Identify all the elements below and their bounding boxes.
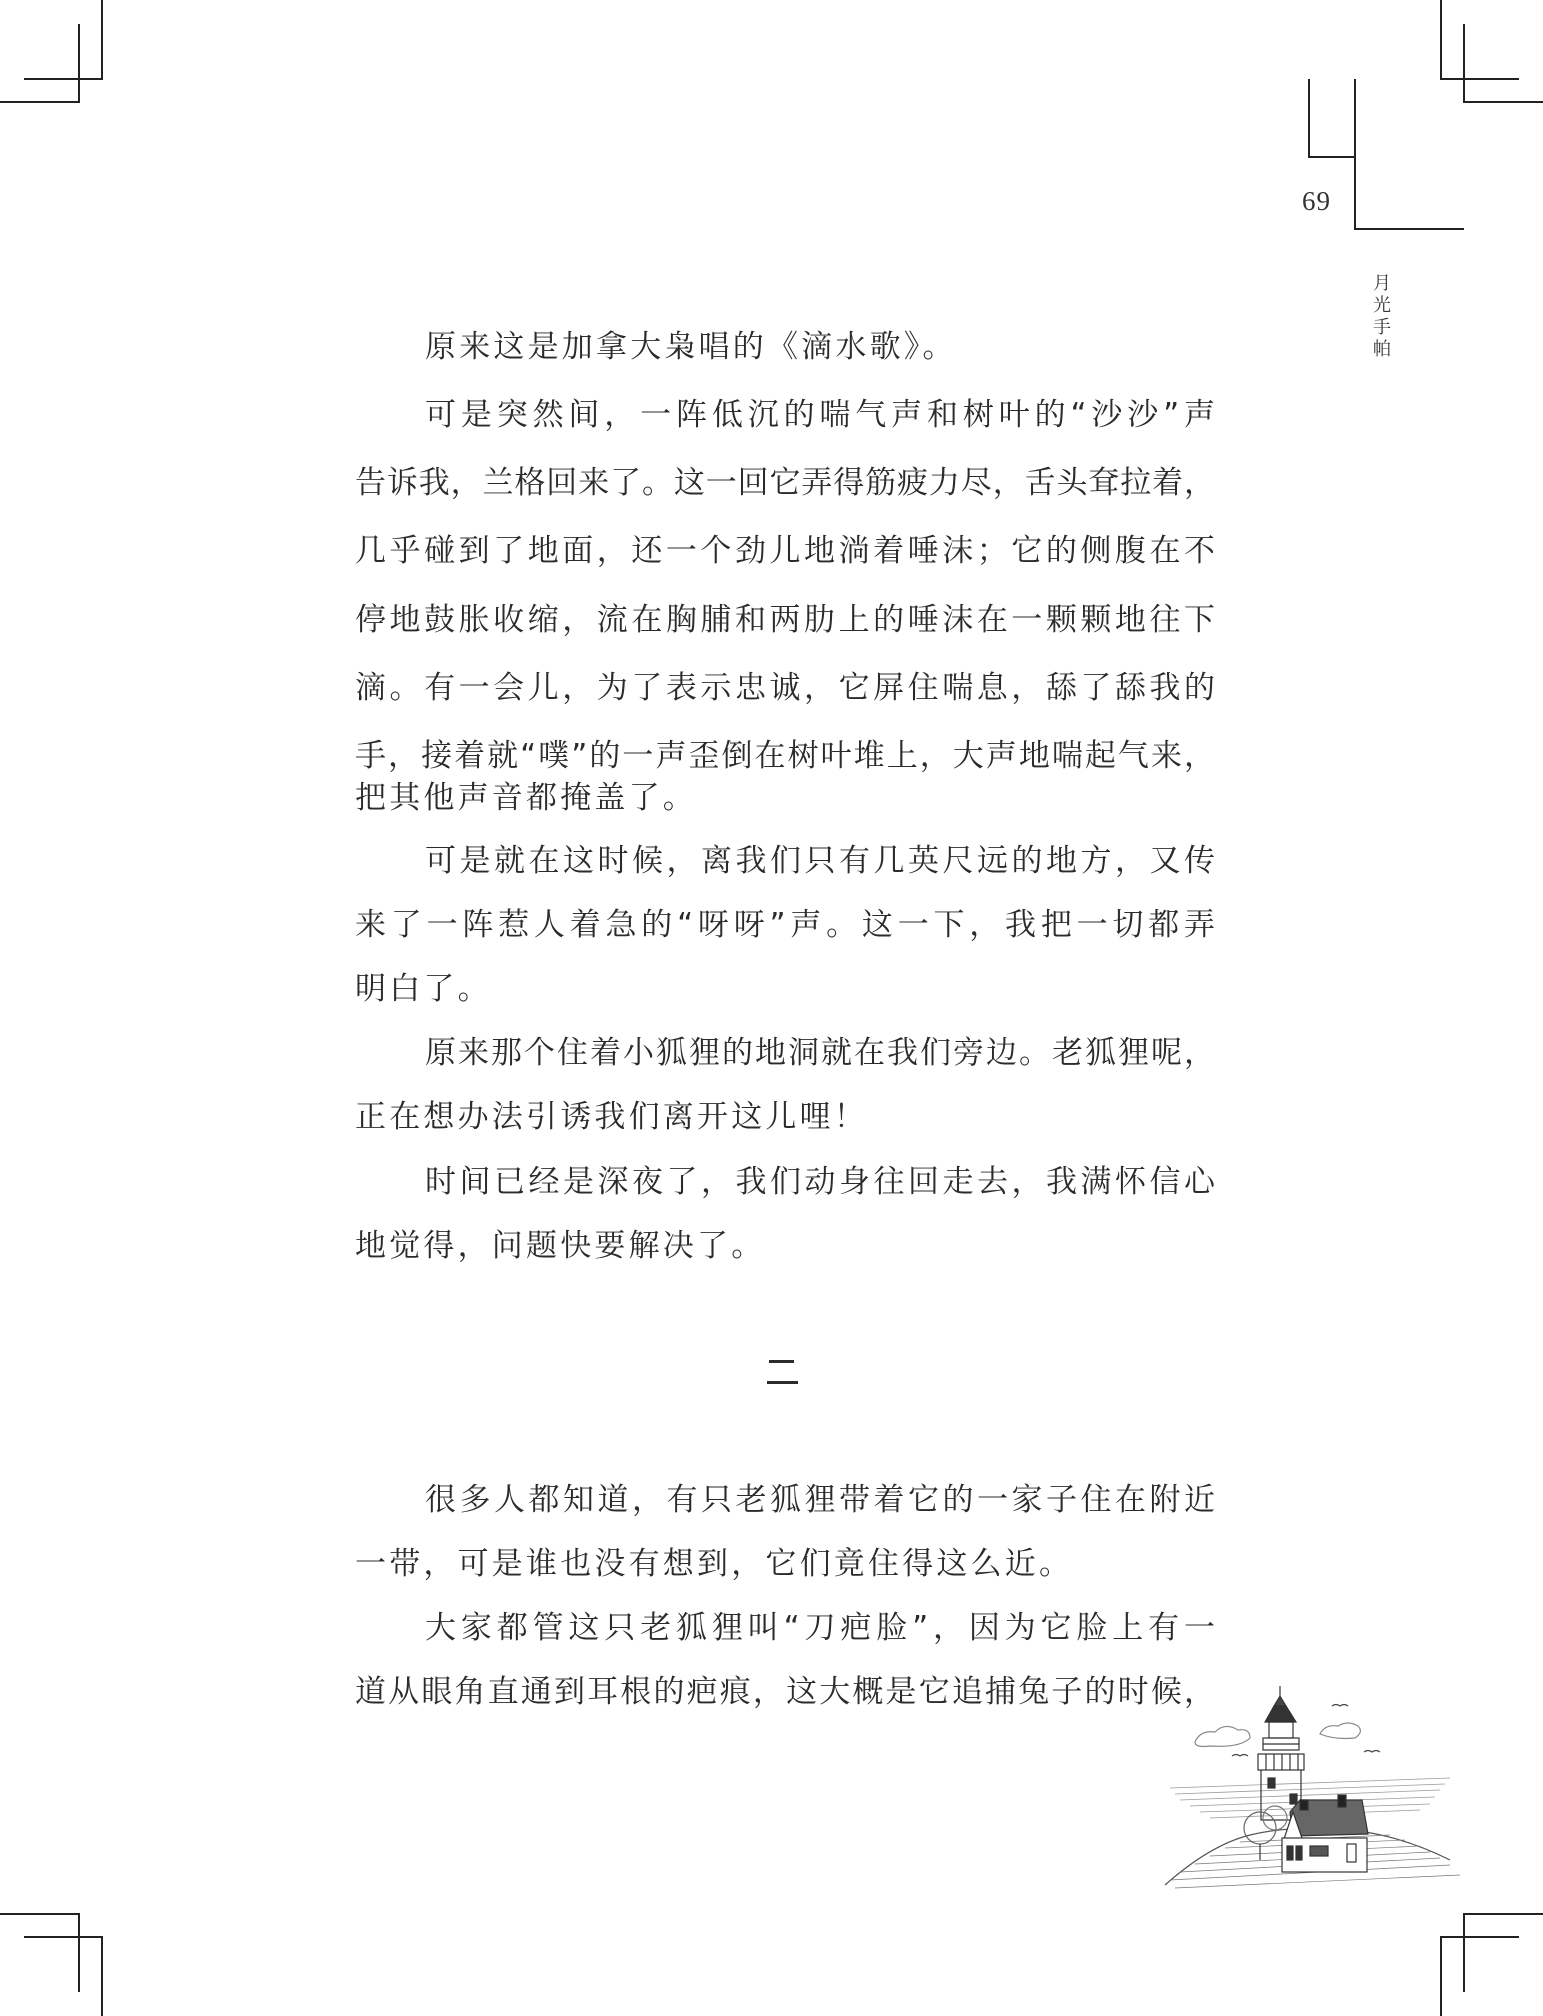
lighthouse-icon [1165,1686,1460,1888]
page-number: 69 [1302,186,1331,216]
crop-mark-bottom-left-h-outer [0,1913,80,1915]
paragraph-line: 时间已经是深夜了，我们动身往回走去，我满怀信心 [425,1164,1215,1200]
paragraph-line: 原来这是加拿大枭唱的《滴水歌》。 [425,329,957,365]
crop-mark-bottom-right-h-outer [1463,1913,1543,1915]
paragraph-line: 原来那个住着小狐狸的地洞就在我们旁边。老狐狸呢， [425,1035,1215,1071]
crop-mark-bottom-left-v-inner [78,1913,80,1992]
crop-mark-top-left-v-inner [78,24,80,103]
crop-mark-top-left-v-outer [101,0,103,79]
crop-mark-top-right-h-inner [1440,78,1519,80]
crop-mark-bottom-left-h-inner [24,1936,103,1938]
header-frame-left-v [1308,79,1310,158]
paragraph-line: 手，接着就“噗”的一声歪倒在树叶堆上，大声地喘起气来， [355,738,1215,774]
crop-mark-bottom-left-v-outer [101,1936,103,2016]
crop-mark-top-right-v-outer [1440,0,1442,79]
paragraph-line: 告诉我，兰格回来了。这一回它弄得筋疲力尽，舌头耷拉着， [355,465,1215,501]
section-heading-stroke-top [769,1360,794,1363]
paragraph-line: 一带，可是谁也没有想到，它们竟住得这么近。 [355,1546,1074,1582]
paragraph-line: 几乎碰到了地面，还一个劲儿地淌着唾沫；它的侧腹在不 [355,533,1215,569]
paragraph-line: 滴。有一会儿，为了表示忠诚，它屏住喘息，舔了舔我的 [355,670,1215,706]
crop-mark-bottom-right-h-inner [1440,1936,1519,1938]
paragraph-line: 停地鼓胀收缩，流在胸脯和两肋上的唾沫在一颗颗地往下 [355,602,1215,638]
paragraph-line: 大家都管这只老狐狸叫“刀疤脸”，因为它脸上有一 [425,1610,1215,1646]
paragraph-line: 可是突然间，一阵低沉的喘气声和树叶的“沙沙”声 [425,397,1215,433]
running-head-book-title: 月光手帕 [1373,273,1391,360]
crop-mark-top-left-h-inner [24,78,103,80]
paragraph-line: 可是就在这时候，离我们只有几英尺远的地方，又传 [425,843,1215,879]
crop-mark-bottom-right-v-outer [1440,1936,1442,2016]
lighthouse-illustration [1150,1660,1470,1890]
paragraph-line: 来了一阵惹人着急的“呀呀”声。这一下，我把一切都弄 [355,907,1215,943]
header-frame-h-top [1308,156,1356,158]
paragraph-line: 很多人都知道，有只老狐狸带着它的一家子住在附近 [425,1482,1215,1518]
crop-mark-bottom-right-v-inner [1463,1913,1465,1992]
crop-mark-top-right-v-inner [1463,24,1465,103]
paragraph-line: 道从眼角直通到耳根的疤痕，这大概是它追捕兔子的时候， [355,1674,1215,1710]
crop-mark-top-left-h-outer [0,101,80,103]
paragraph-line: 地觉得，问题快要解决了。 [355,1228,766,1264]
section-heading [760,1352,800,1392]
header-frame-h-bottom [1354,228,1464,230]
crop-mark-top-right-h-outer [1463,101,1543,103]
header-frame-right-v [1354,79,1356,230]
paragraph-line: 把其他声音都掩盖了。 [355,780,697,816]
section-heading-stroke-bottom [767,1381,798,1384]
paragraph-line: 明白了。 [355,971,492,1007]
paragraph-line: 正在想办法引诱我们离开这儿哩！ [355,1099,868,1135]
